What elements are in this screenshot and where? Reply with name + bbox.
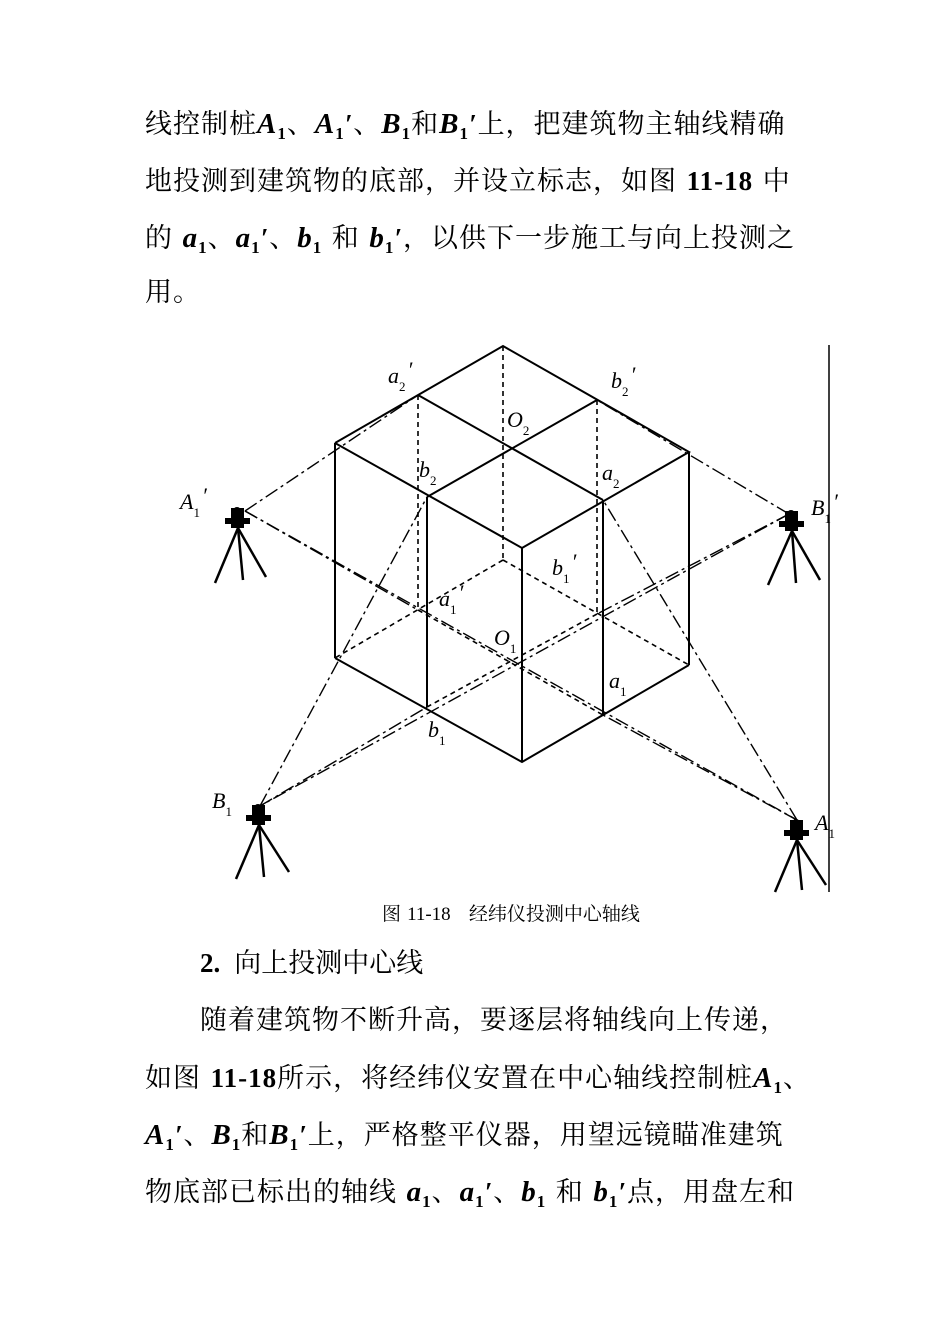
- label-b1-prime: $b_1'$: [552, 549, 577, 586]
- label-a1-prime: $a_1'$: [439, 580, 464, 617]
- label-O2: $O_2$: [507, 407, 530, 438]
- para2-line2: 如图 11-18所示，将经纬仪安置在中心轴线控制桩$A_1$、: [145, 1062, 811, 1097]
- para2-line3: $A_1'$、$B_1$和$B_1'$上，严格整平仪器，用望远镜瞄准建筑: [145, 1119, 784, 1154]
- label-a1: $a_1$: [609, 668, 627, 699]
- label-b2-prime: $b_2'$: [611, 362, 636, 399]
- label-b2: $b_2$: [419, 457, 437, 488]
- label-B1: $B_1$: [212, 788, 232, 819]
- figure-caption: 图 11-18 经纬仪投测中心轴线: [382, 903, 640, 925]
- label-B1-prime: $B_1'$: [811, 489, 838, 526]
- label-a2: $a_2$: [602, 460, 620, 491]
- para2-line4: 物底部已标出的轴线 $a_1$、$a_1'$、$b_1$ 和 $b_1'$点，用盘左和: [145, 1176, 795, 1211]
- label-A1-prime: $A_1'$: [180, 483, 207, 520]
- para1-line4: 用。: [145, 277, 201, 308]
- label-b1: $b_1$: [428, 717, 446, 748]
- theodolite-B1-prime: [768, 510, 820, 585]
- label-a2-prime: $a_2'$: [388, 357, 413, 394]
- figure-11-18: [0, 330, 950, 900]
- building-hidden-edges: [335, 346, 689, 715]
- para1-line3: 的 $a_1$、$a_1'$、$b_1$ 和 $b_1'$，以供下一步施工与向上投测之: [145, 222, 795, 257]
- label-O1: $O_1$: [494, 625, 517, 656]
- theodolite-A1-prime: [215, 507, 266, 583]
- para2-line1: 随着建筑物不断升高，要逐层将轴线向上传递，: [200, 1005, 788, 1036]
- label-A1: $A_1$: [815, 810, 835, 841]
- para1-line2: 地投测到建筑物的底部，并设立标志，如图 11-18 中: [145, 166, 791, 197]
- theodolite-B1: [236, 804, 289, 879]
- para1-line1: 线控制桩$A_1$、$A_1'$、$B_1$和$B_1'$上，把建筑物主轴线精确: [145, 108, 786, 143]
- section-heading: 2. 向上投测中心线: [200, 948, 424, 979]
